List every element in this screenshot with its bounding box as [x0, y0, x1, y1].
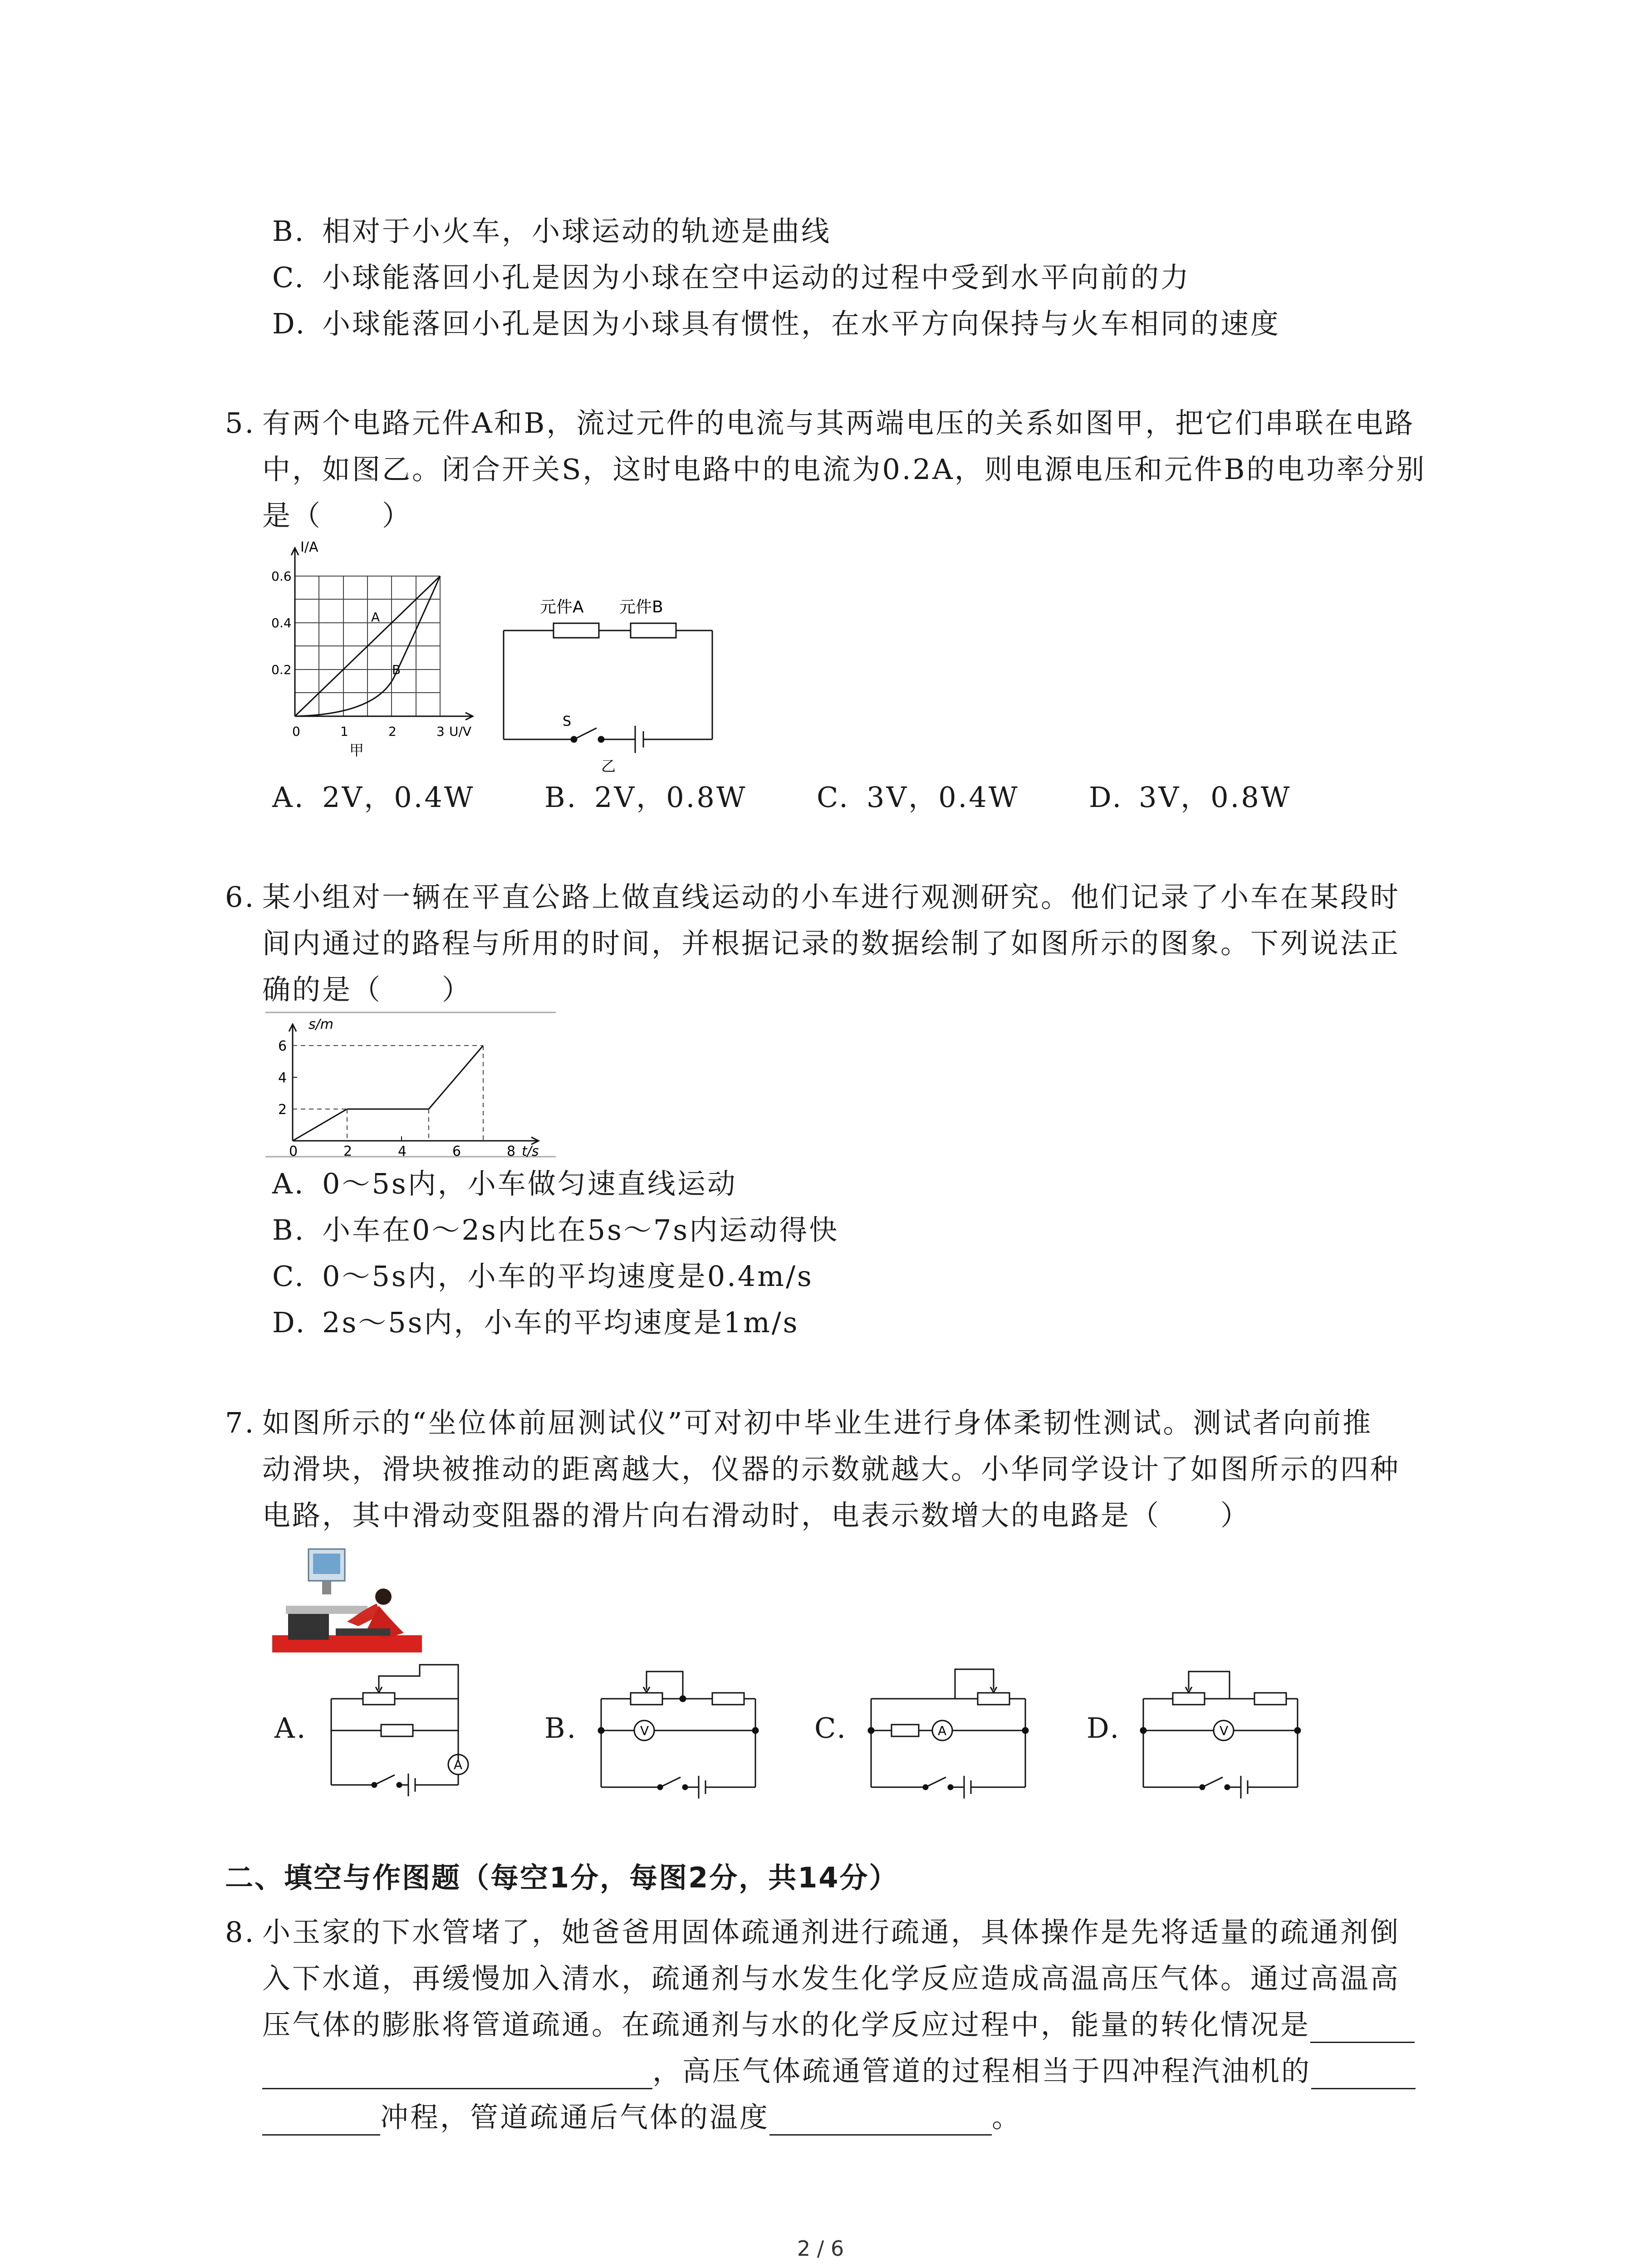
svg-text:A: A	[454, 1757, 463, 1772]
segment-0-2s	[293, 1109, 347, 1141]
q7-circuit-d	[1136, 1656, 1309, 1810]
svg-text:U/V: U/V	[449, 724, 472, 739]
svg-text:1: 1	[340, 724, 348, 739]
q7-circuit-a	[322, 1662, 485, 1808]
q5-option-a: A. 2V，0.4W	[272, 781, 475, 814]
q5-option-b: B. 2V，0.8W	[544, 781, 747, 814]
svg-text:S: S	[563, 714, 572, 729]
answer-blank-2-cont[interactable]	[262, 2106, 380, 2136]
q7-circuit-b	[594, 1656, 767, 1810]
svg-text:0: 0	[292, 724, 300, 739]
svg-text:6: 6	[278, 1038, 287, 1054]
q8-line-3: 压气体的膨胀将管道疏通。在疏通剂与水的化学反应过程中，能量的转化情况是	[262, 2007, 1415, 2043]
q8-line-1: 8. 小玉家的下水管堵了，她爸爸用固体疏通剂进行疏通，具体操作是先将适量的疏通剂倒	[225, 1916, 1401, 1949]
svg-text:甲: 甲	[349, 742, 364, 759]
q6-option-a: A. 0～5s内，小车做匀速直线运动	[272, 1167, 737, 1200]
svg-text:4: 4	[398, 1144, 407, 1159]
answer-blank-1-cont[interactable]	[262, 2060, 652, 2089]
svg-text:I/A: I/A	[300, 540, 318, 555]
q6-option-b: B. 小车在0～2s内比在5s～7s内运动得快	[272, 1213, 839, 1246]
q5-line-3: 是（ ）	[262, 499, 412, 532]
q6-option-c: C. 0～5s内，小车的平均速度是0.4m/s	[272, 1260, 813, 1293]
svg-text:2: 2	[278, 1102, 287, 1118]
svg-text:2: 2	[388, 724, 397, 739]
svg-text:0.4: 0.4	[271, 616, 292, 631]
svg-text:A: A	[371, 610, 380, 625]
svg-text:元件A: 元件A	[540, 598, 584, 616]
q4-option-b: B. 相对于小火车，小球运动的轨迹是曲线	[272, 215, 832, 248]
q7-option-b-label: B.	[544, 1711, 578, 1745]
q6-st-graph	[265, 1012, 565, 1161]
svg-text:t/s: t/s	[522, 1144, 539, 1159]
q7-line-1: 7. 如图所示的“坐位体前屈测试仪”可对初中毕业生进行身体柔韧性测试。测试者向前推	[225, 1406, 1373, 1439]
q8-line-5: 冲程，管道疏通后气体的温度 。	[262, 2099, 1022, 2136]
svg-text:元件B: 元件B	[619, 598, 663, 616]
q5-iu-graph	[263, 540, 499, 776]
q6-line-3: 确的是（ ）	[262, 973, 472, 1006]
q5-option-d: D. 3V，0.8W	[1089, 781, 1292, 814]
page-number: 2 / 6	[797, 2236, 844, 2261]
svg-text:2: 2	[343, 1144, 353, 1159]
answer-blank-2[interactable]	[1311, 2060, 1416, 2089]
svg-text:4: 4	[278, 1070, 287, 1086]
section-2-heading: 二、填空与作图题（每空1分，每图2分，共14分）	[225, 1861, 899, 1894]
svg-text:乙: 乙	[601, 758, 616, 775]
svg-text:3: 3	[436, 724, 445, 739]
q6-option-d: D. 2s～5s内，小车的平均速度是1m/s	[272, 1306, 799, 1339]
svg-text:B: B	[392, 662, 401, 677]
q5-series-circuit	[499, 576, 735, 776]
answer-blank-3[interactable]	[769, 2106, 992, 2136]
q7-option-d-label: D.	[1087, 1711, 1121, 1745]
q5-option-c: C. 3V，0.4W	[817, 781, 1019, 814]
svg-text:0.2: 0.2	[271, 662, 292, 677]
sit-and-reach-tester-photo	[268, 1542, 426, 1656]
q6-line-2: 间内通过的路程与所用的时间，并根据记录的数据绘制了如图所示的图象。下列说法正	[262, 927, 1401, 960]
q7-option-a-label: A.	[274, 1711, 308, 1745]
svg-text:6: 6	[452, 1144, 461, 1159]
svg-text:8: 8	[507, 1144, 516, 1159]
svg-text:V: V	[1220, 1723, 1229, 1738]
svg-text:V: V	[640, 1723, 649, 1738]
q8-line-2: 入下水道，再缓慢加入清水，疏通剂与水发生化学反应造成高温高压气体。通过高温高	[262, 1962, 1401, 1995]
element-b-resistor	[631, 623, 676, 638]
q5-line-2: 中，如图乙。闭合开关S，这时电路中的电流为0.2A，则电源电压和元件B的电功率分别	[262, 453, 1426, 486]
answer-blank-1[interactable]	[1310, 2014, 1415, 2043]
q7-circuit-c	[864, 1656, 1037, 1810]
q8-line-4: ，高压气体疏通管道的过程相当于四冲程汽油机的	[262, 2053, 1416, 2089]
q6-line-1: 6. 某小组对一辆在平直公路上做直线运动的小车进行观测研究。他们记录了小车在某段时	[225, 880, 1401, 914]
svg-text:A: A	[938, 1723, 947, 1738]
svg-text:0.6: 0.6	[271, 569, 292, 584]
svg-text:0: 0	[289, 1144, 298, 1159]
q7-line-2: 动滑块，滑块被推动的距离越大，仪器的示数就越大。小华同学设计了如图所示的四种	[262, 1452, 1401, 1486]
q7-line-3: 电路，其中滑动变阻器的滑片向右滑动时，电表示数增大的电路是（ ）	[262, 1499, 1251, 1532]
q4-option-c: C. 小球能落回小孔是因为小球在空中运动的过程中受到水平向前的力	[272, 261, 1191, 294]
svg-text:s/m: s/m	[309, 1017, 333, 1032]
q4-option-d: D. 小球能落回小孔是因为小球具有惯性，在水平方向保持与火车相同的速度	[272, 307, 1281, 340]
q5-line-1: 5. 有两个电路元件A和B，流过元件的电流与其两端电压的关系如图甲，把它们串联在电路	[225, 406, 1415, 440]
segment-5-7s	[429, 1046, 483, 1109]
element-a-resistor	[554, 623, 599, 638]
switch-s	[574, 728, 597, 739]
q7-option-c-label: C.	[814, 1711, 847, 1745]
